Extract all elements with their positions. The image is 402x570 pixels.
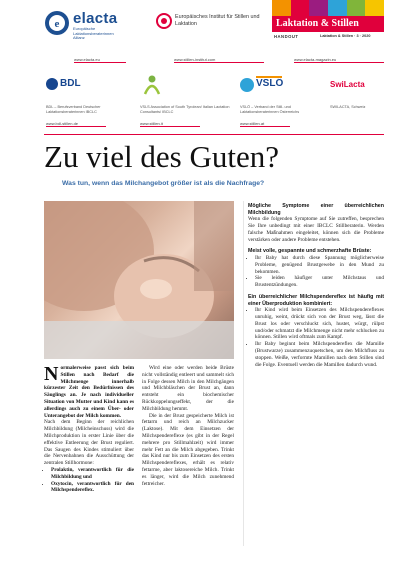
- partner-vsls: [140, 68, 232, 128]
- ring-logo-icon: [155, 12, 173, 30]
- breastfeeding-photo: [44, 201, 234, 359]
- sidebar-divider: [243, 201, 244, 546]
- swilacta-name: SWILACTA, Schweiz: [330, 105, 366, 109]
- vsls-url[interactable]: www.stillen.it: [140, 121, 200, 127]
- page-title: Zu viel des Guten?: [44, 139, 280, 174]
- magazine-banner: [272, 0, 384, 42]
- elacta-circle-logo-icon: [44, 10, 70, 36]
- partner-bdl: [46, 68, 136, 128]
- sidebar-paragraph-1: Wenn die folgenden Symptome auf Sie zutreffen, besprechen Sie Ihre unbedingt mit einer IBCLC Stillberaterin. Werden falsche Maßnahmen eingeleitet, können sich die Probleme verstärken oder andere Probleme entstehen.: [248, 216, 384, 243]
- elacta-url[interactable]: www.elacta.eu: [74, 57, 126, 63]
- swilacta-logo: SwiLacta: [330, 80, 365, 89]
- sidebar-list-3: [248, 307, 384, 368]
- vslo-url[interactable]: www.stillen.at: [240, 121, 290, 127]
- header: [0, 0, 402, 65]
- bdl-mark-icon: [46, 78, 58, 90]
- leaf-figure-logo-icon: [142, 74, 162, 96]
- list-item: • Ihr Baby beginnt beim Milchspendereflex die Mamille (Brustwarze) zusammenzuquetschen, um den Milchfluss zu stoppen. Weiße, verformte Mamillen nach dem Stillen sind die Folge. Eventuell werden die Mamillen dadurch wund.: [255, 341, 384, 368]
- dropcap: N: [44, 363, 59, 385]
- bdl-url[interactable]: www.bdl-stillen.de: [46, 121, 106, 127]
- institut-name: Europäisches Institut für Stillen und Laktation: [175, 14, 260, 27]
- elacta-sub: Europäische Laktationsberaterinnen Allianz: [73, 26, 114, 41]
- article-column-1: [44, 365, 134, 494]
- hormone-list: [44, 467, 134, 494]
- handout-label: HANDOUT: [274, 34, 299, 39]
- vslo-mark-icon: [240, 78, 254, 92]
- institut-logo: [155, 12, 265, 38]
- divider-top: [44, 134, 384, 135]
- sidebar-heading-3: Ein überreichlicher Milchspendereflex ist häufig mit einer Überproduktion kombiniert:: [248, 293, 384, 307]
- col1-paragraph: Nach dem Beginn der reichlichen Milchbildung (Milcheinschuss) wird die Milchproduktion in erster Linie über die effektive Entleerung der Brust reguliert. Das Saugen des Kindes stimuliert über die Nervenbahnen die Ausschüttung der zentralen Stillhormone:: [44, 419, 134, 467]
- list-item: • Ihr Baby hat durch diese Spannung möglicherweise Probleme, genügend Brustgewebe in den Mund zu bekommen.: [255, 255, 384, 275]
- magazine-url[interactable]: www.elacta-magazin.eu: [294, 57, 384, 63]
- list-item: • Oxytocin, verantwortlich für den Milchspendereflex.: [51, 481, 134, 495]
- list-item: • Prolaktin, verantwortlich für die Milchbildung und: [51, 467, 134, 481]
- color-block-banner-icon: [272, 0, 384, 16]
- page-subtitle: Was tun, wenn das Milchangebot größer ist als die Nachfrage?: [62, 180, 265, 187]
- list-item: • Sie leiden häufiger unter Milchstaus und Brustentzündungen.: [255, 275, 384, 289]
- elacta-logo: [44, 10, 149, 50]
- vslo-name: VSLÖ – Verband der Still- und Laktationsberaterinnen Österreichs: [240, 105, 300, 114]
- bdl-logo: [46, 78, 90, 94]
- institut-url[interactable]: www.stillen-institut.com: [174, 57, 264, 63]
- vslo-bar: [256, 76, 282, 78]
- lead-text: ormalerweise passt sich beim Stillen nach Bedarf die Milchmenge innerhalb kürzester Zeit den Bedürfnissen des Säuglings an. Je nach individueller Situation von Mutter und Kind kann es allerdings auch zu einem Über- oder Unterangebot der Milch kommen.: [44, 365, 134, 419]
- partner-vslo: [240, 68, 318, 128]
- article-column-2: [142, 365, 234, 487]
- vslo-logo: [240, 76, 300, 96]
- partners-row: [0, 68, 402, 128]
- sidebar-heading-2: Meist volle, gespannte und schmerzhafte Brüste:: [248, 248, 372, 255]
- col2-paragraph-1: Wird eine oder werden beide Brüste nicht vollständig entleert und sammelt sich in Folge dessen Milch in den Milchgängen und Milchbläschen der Brust an, dann entsteht ein biochemischer Rückkoppelungseffekt, der die Milchbildung hemmt.: [142, 365, 234, 412]
- elacta-name: elacta: [73, 10, 118, 27]
- symptoms-sidebar: [248, 203, 384, 368]
- magazine-title: Laktation & Stillen: [276, 18, 359, 29]
- col2-paragraph-2: Die in der Brust gespeicherte Milch ist fettarm und reich an Milchzucker (Laktose). Mit dem Einsetzen der Milchspendereflexe (es gibt in der Regel mehrere pro Stillmahlzeit) wird immer mehr Fett an die Milch abgegeben. Trinkt das Kind nur bis zum Einsetzen des ersten Milchspendereflexes, erhält es relativ fettarme, aber laktosereiche Milch. Trinkt es länger, wird die Milch zunehmend fettreicher.: [142, 412, 234, 487]
- vslo-logo-text: VSLÖ: [256, 78, 284, 89]
- sidebar-heading-1: Mögliche Symptome einer überreichlichen Milchbildung: [248, 203, 384, 216]
- bdl-logo-text: BDL: [60, 78, 81, 89]
- baby-image-icon: [44, 201, 234, 359]
- bdl-name: BDL – Berufsverband Deutscher Laktationsberaterinnen IBCLC: [46, 105, 101, 114]
- list-item: • Ihr Kind wird beim Einsetzen des Milchspendereflexes unruhig, weint, drückt sich von der Brust weg, lässt die Brust los oder verschluckt sich, hustet, würgt, rülpst und/oder schmatzt die Milchmenge nicht mehr schlucken zu können. Stillen wird oftmals zum Kampf.: [255, 307, 384, 341]
- partner-swilacta: [330, 68, 390, 128]
- issue-label: Laktation & Stillen · 3 · 2020: [320, 34, 371, 38]
- svg-text:e: e: [54, 18, 60, 30]
- vsls-name: VSLS Association of South Tyrolean/ Italian Lactation Consultants/ IBCLC: [140, 105, 230, 114]
- sidebar-list-2: [248, 255, 384, 289]
